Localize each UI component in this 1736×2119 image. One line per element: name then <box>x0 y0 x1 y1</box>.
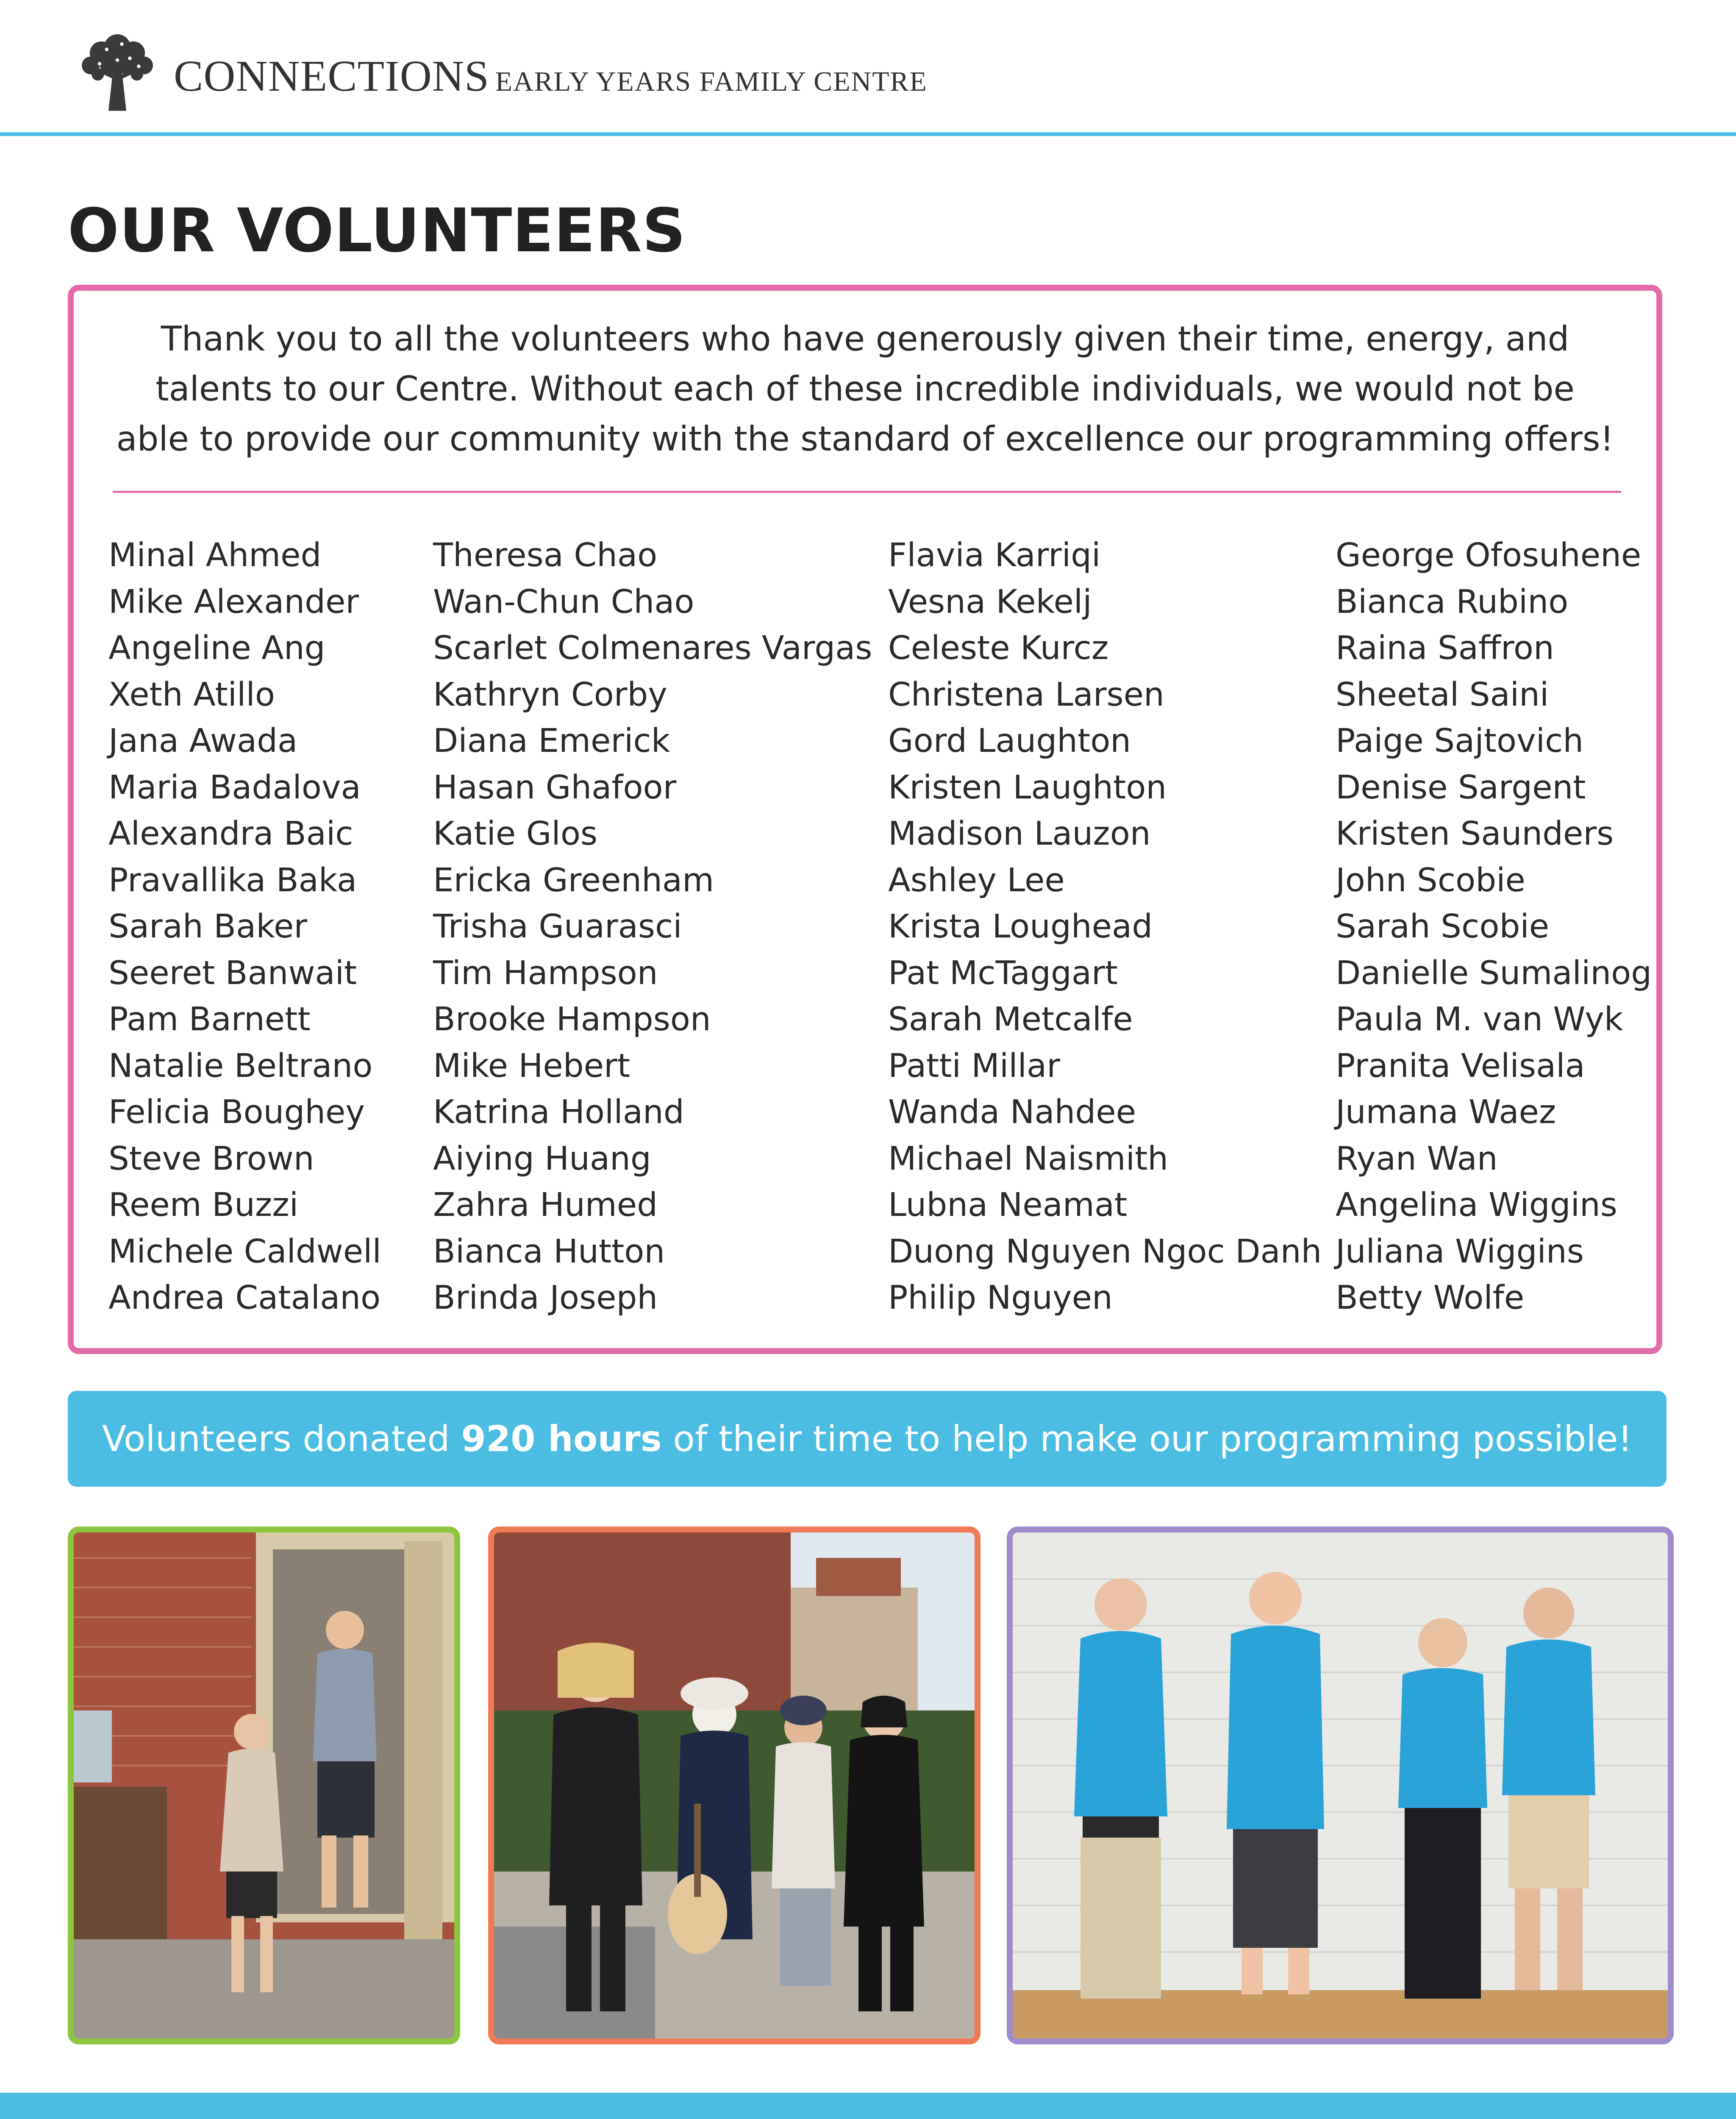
hours-prefix: Volunteers donated <box>102 1418 461 1460</box>
volunteer-name: Reem Buzzi <box>108 1186 299 1224</box>
volunteer-name: Danielle Sumalinog <box>1336 954 1652 992</box>
panel-divider <box>113 491 1621 493</box>
page-footer <box>0 2093 1736 2119</box>
volunteer-name: Denise Sargent <box>1336 768 1586 806</box>
volunteer-name: Diana Emerick <box>433 722 670 760</box>
volunteer-name: Christena Larsen <box>888 676 1164 714</box>
volunteer-name: Sarah Scobie <box>1336 908 1550 945</box>
volunteer-name: Vesna Kekelj <box>888 583 1092 621</box>
brand-name: CONNECTIONS <box>174 52 489 100</box>
header-divider <box>0 132 1736 136</box>
volunteers-panel <box>68 285 1662 1354</box>
volunteer-name: Katie Glos <box>433 815 598 853</box>
volunteer-name: Michele Caldwell <box>108 1232 381 1271</box>
volunteer-photo-blue-shirts <box>1007 1527 1674 2044</box>
volunteer-name: Minal Ahmed <box>108 537 322 574</box>
thanks-message: Thank you to all the volunteers who have generously given their time, energy, and talents to our Centre. Without each of these incredible individuals, we would not be able to provide our community with the standard of excellence our programming offers! <box>116 319 1614 459</box>
volunteer-name: Michael Naismith <box>888 1140 1169 1178</box>
volunteer-name: Seeret Banwait <box>108 954 357 992</box>
volunteer-name: Jumana Waez <box>1336 1093 1556 1131</box>
volunteer-name: Ashley Lee <box>888 861 1065 899</box>
volunteer-name: Pravallika Baka <box>108 861 357 899</box>
volunteer-name: Flavia Karriqi <box>888 537 1101 574</box>
volunteer-name: Juliana Wiggins <box>1336 1232 1584 1271</box>
volunteer-name: Paula M. van Wyk <box>1336 1001 1623 1038</box>
volunteer-photo-outdoor-group <box>488 1527 980 2044</box>
volunteer-name: Alexandra Baic <box>108 815 353 853</box>
volunteer-name: Bianca Hutton <box>433 1232 665 1271</box>
volunteer-name: Philip Nguyen <box>888 1279 1113 1317</box>
volunteer-name: Bianca Rubino <box>1336 583 1569 621</box>
volunteer-name: Sheetal Saini <box>1336 676 1549 714</box>
hours-banner <box>68 1391 1667 1487</box>
hours-suffix: of their time to help make our programming possible! <box>661 1418 1633 1460</box>
volunteer-name: Celeste Kurcz <box>888 629 1109 667</box>
volunteer-name: Jana Awada <box>108 722 298 760</box>
volunteer-column-4 <box>1336 532 1652 1321</box>
volunteer-name: Raina Saffron <box>1336 629 1554 667</box>
volunteer-name: Duong Nguyen Ngoc Danh <box>888 1232 1322 1271</box>
volunteer-name: Kathryn Corby <box>433 676 667 714</box>
brand-wordmark <box>174 51 928 101</box>
volunteer-name: Kristen Saunders <box>1336 815 1614 853</box>
brand-tagline: EARLY YEARS FAMILY CENTRE <box>495 66 928 97</box>
volunteer-name: Mike Hebert <box>433 1047 630 1085</box>
volunteer-name: Gord Laughton <box>888 722 1131 760</box>
volunteer-name: Tim Hampson <box>433 954 658 992</box>
volunteer-name: Brinda Joseph <box>433 1279 658 1317</box>
volunteer-name: Krista Loughead <box>888 908 1153 945</box>
volunteer-name: Brooke Hampson <box>433 1001 711 1038</box>
volunteer-name: Mike Alexander <box>108 583 359 621</box>
volunteer-name: Hasan Ghafoor <box>433 768 677 806</box>
volunteer-name: Trisha Guarasci <box>433 908 682 945</box>
volunteer-name: Maria Badalova <box>108 768 361 806</box>
volunteer-column-3 <box>888 532 1322 1321</box>
volunteer-name: Madison Lauzon <box>888 815 1151 853</box>
volunteer-name: Scarlet Colmenares Vargas <box>433 629 872 667</box>
volunteer-name: Felicia Boughey <box>108 1093 365 1131</box>
volunteer-name: Zahra Humed <box>433 1186 658 1224</box>
volunteer-name: Angelina Wiggins <box>1336 1186 1617 1224</box>
volunteer-name: Betty Wolfe <box>1336 1279 1525 1317</box>
volunteer-name: Ericka Greenham <box>433 861 714 899</box>
volunteer-name: Katrina Holland <box>433 1093 684 1131</box>
volunteer-name: Natalie Beltrano <box>108 1047 373 1085</box>
volunteer-column-2 <box>433 532 872 1321</box>
volunteer-name: Angeline Ang <box>108 629 325 667</box>
page-header <box>0 0 1736 135</box>
volunteer-name: Sarah Baker <box>108 908 308 945</box>
hours-highlight: 920 hours <box>461 1418 662 1460</box>
volunteer-name: Steve Brown <box>108 1140 314 1178</box>
volunteer-name: Ryan Wan <box>1336 1140 1498 1178</box>
volunteer-name: John Scobie <box>1336 861 1525 899</box>
volunteer-name: George Ofosuhene <box>1336 537 1642 574</box>
volunteer-name: Andrea Catalano <box>108 1279 381 1317</box>
volunteer-name: Wan-Chun Chao <box>433 583 694 621</box>
volunteer-name: Kristen Laughton <box>888 768 1167 806</box>
volunteer-name: Lubna Neamat <box>888 1186 1128 1224</box>
tree-logo-icon <box>73 26 162 115</box>
volunteer-name: Xeth Atillo <box>108 676 275 714</box>
volunteer-name: Patti Millar <box>888 1047 1060 1085</box>
volunteer-name: Sarah Metcalfe <box>888 1001 1133 1038</box>
volunteer-name: Aiying Huang <box>433 1140 651 1178</box>
volunteer-name: Pranita Velisala <box>1336 1047 1585 1085</box>
volunteer-column-1 <box>108 532 381 1321</box>
volunteer-photo-doorway <box>68 1527 460 2044</box>
volunteer-name: Pam Barnett <box>108 1001 311 1038</box>
volunteer-name: Theresa Chao <box>433 537 658 574</box>
page-title: OUR VOLUNTEERS <box>68 196 686 266</box>
volunteer-name: Wanda Nahdee <box>888 1093 1136 1131</box>
volunteer-name: Pat McTaggart <box>888 954 1118 992</box>
volunteer-name: Paige Sajtovich <box>1336 722 1584 760</box>
